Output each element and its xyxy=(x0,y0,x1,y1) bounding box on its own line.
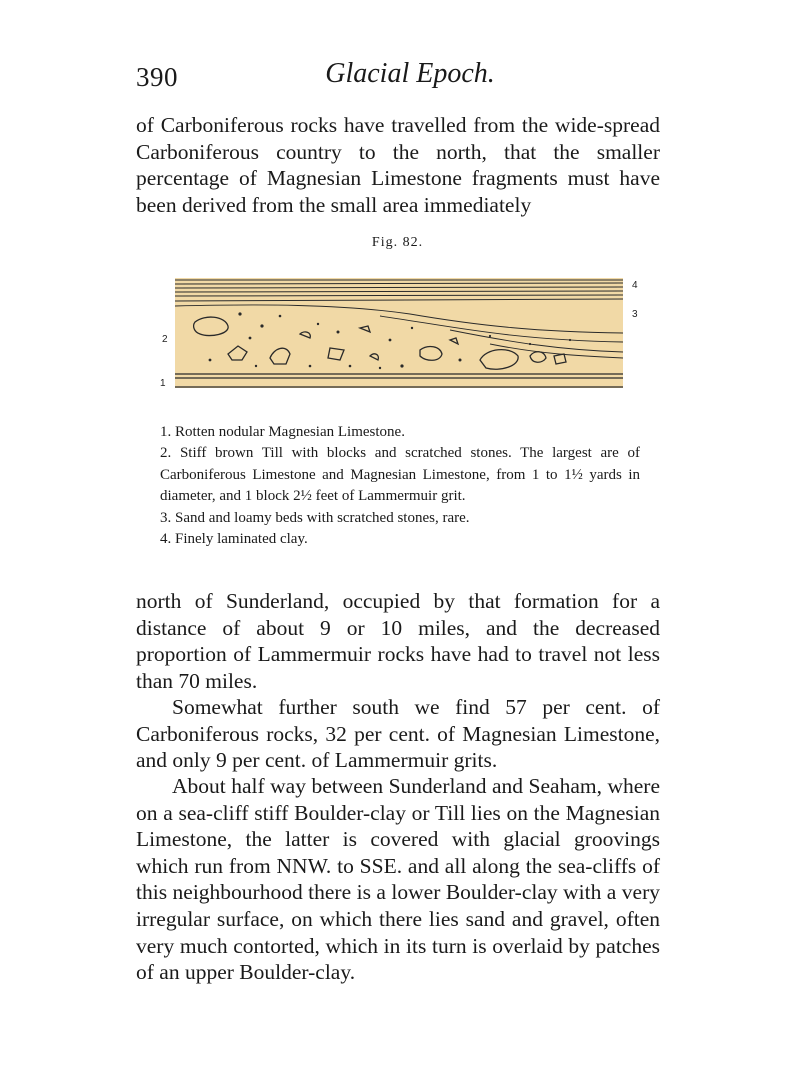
layer-label-2: 2 xyxy=(162,334,168,345)
body-paragraph: Somewhat further south we find 57 per cent. of Carboniferous rocks, 32 per cent. of Magnesian Limestone, and only 9 per cent. of Lammermuir grits. xyxy=(136,695,660,773)
legend-text: Sand and loamy beds with scratched stones, rare. xyxy=(175,509,470,526)
layer-label-4: 4 xyxy=(632,280,638,291)
legend-number: 2. xyxy=(160,445,172,462)
running-head: Glacial Epoch. xyxy=(325,58,495,89)
body-paragraph: north of Sunderland, occupied by that formation for a distance of about 9 or 10 miles, and the decreased proportion of Lammermuir rocks have had to travel not less than 70 miles. xyxy=(136,589,660,693)
legend-item xyxy=(152,422,640,443)
page-number: 390 xyxy=(136,62,178,92)
figure-legend xyxy=(152,422,640,550)
legend-item xyxy=(152,508,640,529)
figure-section-diagram xyxy=(150,270,645,410)
legend-number: 1. xyxy=(160,424,172,440)
layer-label-1: 1 xyxy=(160,378,166,389)
legend-item xyxy=(152,529,640,550)
legend-text: Rotten nodular Magnesian Limestone. xyxy=(175,424,405,440)
figure-label: Fig. 82. xyxy=(371,235,424,250)
section-background xyxy=(175,278,623,388)
legend-number: 3. xyxy=(160,509,172,526)
legend-item xyxy=(152,443,640,507)
layer-label-3: 3 xyxy=(632,309,638,320)
geological-section-drawing xyxy=(150,270,645,405)
body-paragraph: About half way between Sunderland and Seaham, where on a sea-cliff stiff Boulder-clay or Till lies on the Magnesian Limestone, the latter is covered with glacial groovings which run from NNW. to SSE. and all along the sea-cliffs of this neighbourhood there is a lower Boulder-clay with a very irregular surface, on which there lies sand and gravel, often very much contorted, which in its turn is overlaid by patches of an upper Boulder-clay. xyxy=(136,774,660,985)
legend-text: Finely laminated clay. xyxy=(175,531,308,548)
legend-number: 4. xyxy=(160,531,172,548)
body-paragraph-top: of Carboniferous rocks have travelled from the wide-spread Carboniferous country to the north, that the smaller percentage of Magnesian Limestone fragments must have been derived from the small area immediately xyxy=(136,113,660,217)
legend-text: Stiff brown Till with blocks and scratched stones. The largest are of Carboniferous Limestone and Magnesian Limestone, from 1 to 1½ yards in diameter, and 1 block 2½ feet of Lammermuir grit. xyxy=(160,445,640,505)
